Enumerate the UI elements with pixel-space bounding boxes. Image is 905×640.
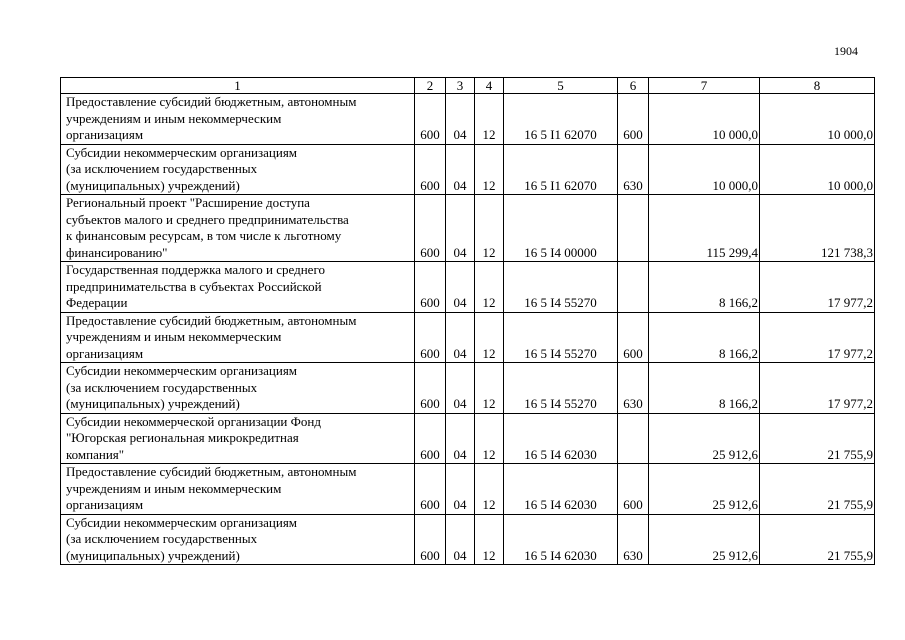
table-row bbox=[61, 195, 875, 262]
cell-col-4: 12 bbox=[475, 514, 504, 565]
row-name: Предоставление субсидий бюджетным, автономным учреждениям и иным некоммерческим организациям bbox=[66, 464, 357, 512]
cell-col-2: 600 bbox=[415, 464, 446, 515]
row-name: Предоставление субсидий бюджетным, автономным учреждениям и иным некоммерческим организациям bbox=[66, 94, 357, 142]
row-name-cell bbox=[61, 144, 415, 195]
row-name: Субсидии некоммерческим организациям (за исключением государственных (муниципальных) учреждений) bbox=[66, 363, 298, 411]
cell-col-4: 12 bbox=[475, 312, 504, 363]
cell-col-5: 16 5 I4 62030 bbox=[504, 464, 618, 515]
header-row bbox=[61, 78, 875, 94]
table-row bbox=[61, 413, 875, 464]
cell-col-8: 121 738,3 bbox=[760, 195, 875, 262]
cell-col-3: 04 bbox=[446, 195, 475, 262]
column-header: 1 bbox=[61, 78, 415, 94]
cell-col-6: 600 bbox=[618, 464, 649, 515]
cell-col-8: 10 000,0 bbox=[760, 94, 875, 145]
page-number: 1904 bbox=[834, 44, 858, 58]
row-name: Предоставление субсидий бюджетным, автономным учреждениям и иным некоммерческим организациям bbox=[66, 312, 357, 361]
cell-col-8: 17 977,2 bbox=[760, 312, 875, 363]
cell-col-3: 04 bbox=[446, 94, 475, 145]
cell-col-5: 16 5 I1 62070 bbox=[504, 144, 618, 195]
row-name-cell bbox=[61, 464, 415, 515]
cell-col-8: 10 000,0 bbox=[760, 144, 875, 195]
cell-col-7: 10 000,0 bbox=[649, 94, 760, 145]
cell-col-4: 12 bbox=[475, 464, 504, 515]
row-name-cell bbox=[61, 94, 415, 145]
row-name: Региональный проект "Расширение доступа субъектов малого и среднего предпринимательства к финансовым ресурсам, в том числе к льготному финансированию" bbox=[66, 195, 349, 260]
cell-col-6: 630 bbox=[618, 363, 649, 414]
cell-col-3: 04 bbox=[446, 262, 475, 313]
row-name: Субсидии некоммерческим организациям (за исключением государственных (муниципальных) учреждений) bbox=[66, 514, 298, 563]
cell-col-2: 600 bbox=[415, 144, 446, 195]
cell-col-6: 600 bbox=[618, 312, 649, 363]
table-row bbox=[61, 312, 875, 363]
cell-col-5: 16 5 I4 55270 bbox=[504, 312, 618, 363]
cell-col-3: 04 bbox=[446, 144, 475, 195]
column-header: 3 bbox=[446, 78, 475, 94]
column-header: 8 bbox=[760, 78, 875, 94]
cell-col-7: 25 912,6 bbox=[649, 464, 760, 515]
cell-col-5: 16 5 I1 62070 bbox=[504, 94, 618, 145]
table-row bbox=[61, 464, 875, 515]
column-header: 5 bbox=[504, 78, 618, 94]
cell-col-2: 600 bbox=[415, 312, 446, 363]
cell-col-4: 12 bbox=[475, 195, 504, 262]
cell-col-8: 21 755,9 bbox=[760, 464, 875, 515]
cell-col-8: 21 755,9 bbox=[760, 514, 875, 565]
row-name: Государственная поддержка малого и среднего предпринимательства в субъектах Российской Федерации bbox=[66, 262, 325, 310]
cell-col-5: 16 5 I4 00000 bbox=[504, 195, 618, 262]
cell-col-3: 04 bbox=[446, 514, 475, 565]
row-name-cell bbox=[61, 312, 415, 363]
cell-col-4: 12 bbox=[475, 262, 504, 313]
table-row bbox=[61, 144, 875, 195]
cell-col-6 bbox=[618, 262, 649, 313]
cell-col-6: 630 bbox=[618, 514, 649, 565]
cell-col-4: 12 bbox=[475, 413, 504, 464]
cell-col-8: 17 977,2 bbox=[760, 262, 875, 313]
row-name: Субсидии некоммерческой организации Фонд "Югорская региональная микрокредитная компания" bbox=[66, 413, 321, 462]
cell-col-8: 21 755,9 bbox=[760, 413, 875, 464]
cell-col-5: 16 5 I4 62030 bbox=[504, 413, 618, 464]
cell-col-7: 25 912,6 bbox=[649, 514, 760, 565]
cell-col-2: 600 bbox=[415, 514, 446, 565]
cell-col-2: 600 bbox=[415, 413, 446, 464]
cell-col-2: 600 bbox=[415, 262, 446, 313]
cell-col-5: 16 5 I4 55270 bbox=[504, 363, 618, 414]
column-header: 2 bbox=[415, 78, 446, 94]
cell-col-6: 600 bbox=[618, 94, 649, 145]
cell-col-4: 12 bbox=[475, 363, 504, 414]
cell-col-3: 04 bbox=[446, 312, 475, 363]
cell-col-3: 04 bbox=[446, 464, 475, 515]
cell-col-7: 8 166,2 bbox=[649, 262, 760, 313]
cell-col-2: 600 bbox=[415, 195, 446, 262]
column-header: 6 bbox=[618, 78, 649, 94]
column-header: 7 bbox=[649, 78, 760, 94]
cell-col-4: 12 bbox=[475, 94, 504, 145]
table-row bbox=[61, 514, 875, 565]
cell-col-6 bbox=[618, 413, 649, 464]
row-name-cell bbox=[61, 413, 415, 464]
row-name-cell bbox=[61, 262, 415, 313]
cell-col-7: 8 166,2 bbox=[649, 312, 760, 363]
cell-col-5: 16 5 I4 62030 bbox=[504, 514, 618, 565]
row-name: Субсидии некоммерческим организациям (за исключением государственных (муниципальных) учреждений) bbox=[66, 144, 298, 193]
column-header: 4 bbox=[475, 78, 504, 94]
row-name-cell bbox=[61, 514, 415, 565]
cell-col-3: 04 bbox=[446, 413, 475, 464]
cell-col-2: 600 bbox=[415, 94, 446, 145]
cell-col-3: 04 bbox=[446, 363, 475, 414]
cell-col-5: 16 5 I4 55270 bbox=[504, 262, 618, 313]
cell-col-8: 17 977,2 bbox=[760, 363, 875, 414]
table-row bbox=[61, 94, 875, 145]
budget-table bbox=[60, 77, 875, 565]
cell-col-2: 600 bbox=[415, 363, 446, 414]
cell-col-7: 115 299,4 bbox=[649, 195, 760, 262]
table-row bbox=[61, 363, 875, 414]
cell-col-4: 12 bbox=[475, 144, 504, 195]
table-row bbox=[61, 262, 875, 313]
cell-col-6 bbox=[618, 195, 649, 262]
row-name-cell bbox=[61, 363, 415, 414]
row-name-cell bbox=[61, 195, 415, 262]
cell-col-7: 8 166,2 bbox=[649, 363, 760, 414]
cell-col-6: 630 bbox=[618, 144, 649, 195]
cell-col-7: 25 912,6 bbox=[649, 413, 760, 464]
cell-col-7: 10 000,0 bbox=[649, 144, 760, 195]
